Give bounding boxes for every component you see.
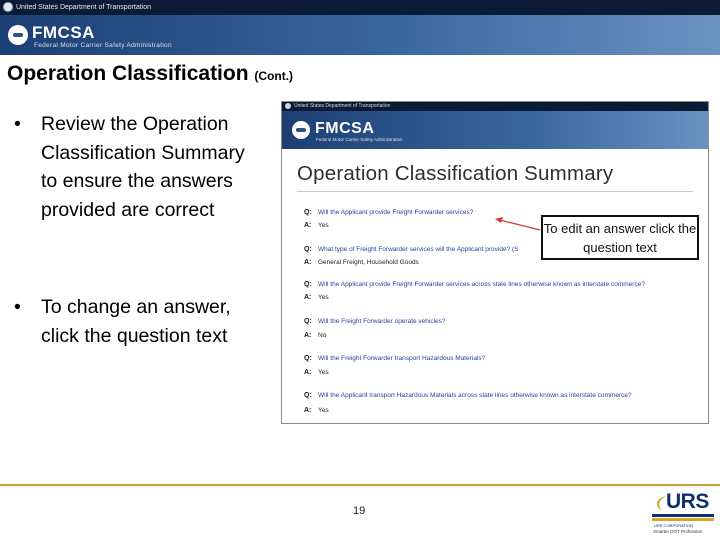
bullet-item: [14, 110, 264, 224]
answer-text: Yes: [318, 369, 329, 376]
answer-text: No: [318, 332, 327, 339]
urs-bar-blue: [652, 514, 714, 517]
edit-answer-callout: To edit an answer click the question text: [541, 215, 699, 260]
question-label: Q:: [304, 355, 312, 362]
slide-title: [7, 62, 293, 86]
bullet-text: To change an answer, click the question text: [41, 296, 231, 347]
urs-tagline: Smarter DOT Profession: [653, 529, 703, 534]
question-label: Q:: [304, 318, 312, 325]
answer-label: A:: [304, 407, 312, 414]
question-label: Q:: [304, 246, 312, 253]
dot-seal-icon: [3, 2, 13, 12]
answer-label: A:: [304, 294, 312, 301]
question-link[interactable]: Will the Freight Forwarder transport Hazardous Materials?: [318, 355, 486, 362]
question-link[interactable]: Will the Applicant provide Freight Forwarder services across state lines otherwise known as interstate commerce?: [318, 281, 645, 288]
urs-logo: [652, 490, 716, 535]
screenshot-brand: FMCSA: [315, 120, 375, 137]
question-link[interactable]: Will the Applicant transport Hazardous Materials across state lines otherwise known as interstate commerce?: [318, 392, 632, 399]
screenshot-brand-subtitle: Federal Motor Carrier Safety Administration: [316, 137, 403, 142]
answer-text: Yes: [318, 294, 329, 301]
fmcsa-logo-icon: [8, 25, 28, 45]
dot-header-text: United States Department of Transportation: [16, 4, 152, 11]
urs-logo-text: URS: [666, 490, 709, 513]
bullet-text: Review the Operation Classification Summary to ensure the answers provided are correct: [41, 113, 245, 221]
answer-label: A:: [304, 369, 312, 376]
question-label: Q:: [304, 281, 312, 288]
bullet-dot: •: [14, 296, 21, 318]
question-label: Q:: [304, 209, 312, 216]
summary-screenshot: [281, 101, 709, 424]
bullet-dot: •: [14, 113, 21, 135]
fmcsa-banner: [0, 15, 720, 55]
question-link[interactable]: What type of Freight Forwarder services will the Applicant provide? (S: [318, 246, 519, 253]
answer-label: A:: [304, 259, 312, 266]
slide-title-main: Operation Classification: [7, 62, 249, 85]
answer-text: Yes: [318, 407, 329, 414]
answer-text: Yes: [318, 222, 329, 229]
bullet-item: [14, 293, 264, 350]
question-label: Q:: [304, 392, 312, 399]
screenshot-dot-text: United States Department of Transportation: [294, 103, 391, 109]
urs-bar-gold: [652, 518, 714, 521]
answer-label: A:: [304, 222, 312, 229]
answer-text: General Freight, Household Goods: [318, 259, 419, 266]
answer-label: A:: [304, 332, 312, 339]
footer-divider: [0, 484, 720, 486]
summary-heading: Operation Classification Summary: [297, 162, 614, 185]
dot-header-bar: [0, 0, 720, 15]
urs-logo-subtitle: URS CORPORATION: [654, 523, 694, 528]
question-link[interactable]: Will the Applicant provide Freight Forwarder services?: [318, 209, 474, 216]
page-number: 19: [353, 505, 366, 517]
slide-title-suffix: (Cont.): [254, 69, 294, 83]
callout-arrow-icon: [282, 102, 708, 423]
fmcsa-brand: FMCSA: [32, 23, 95, 42]
question-link[interactable]: Will the Freight Forwarder operate vehicles?: [318, 318, 446, 325]
fmcsa-brand-subtitle: Federal Motor Carrier Safety Administration: [34, 42, 172, 49]
